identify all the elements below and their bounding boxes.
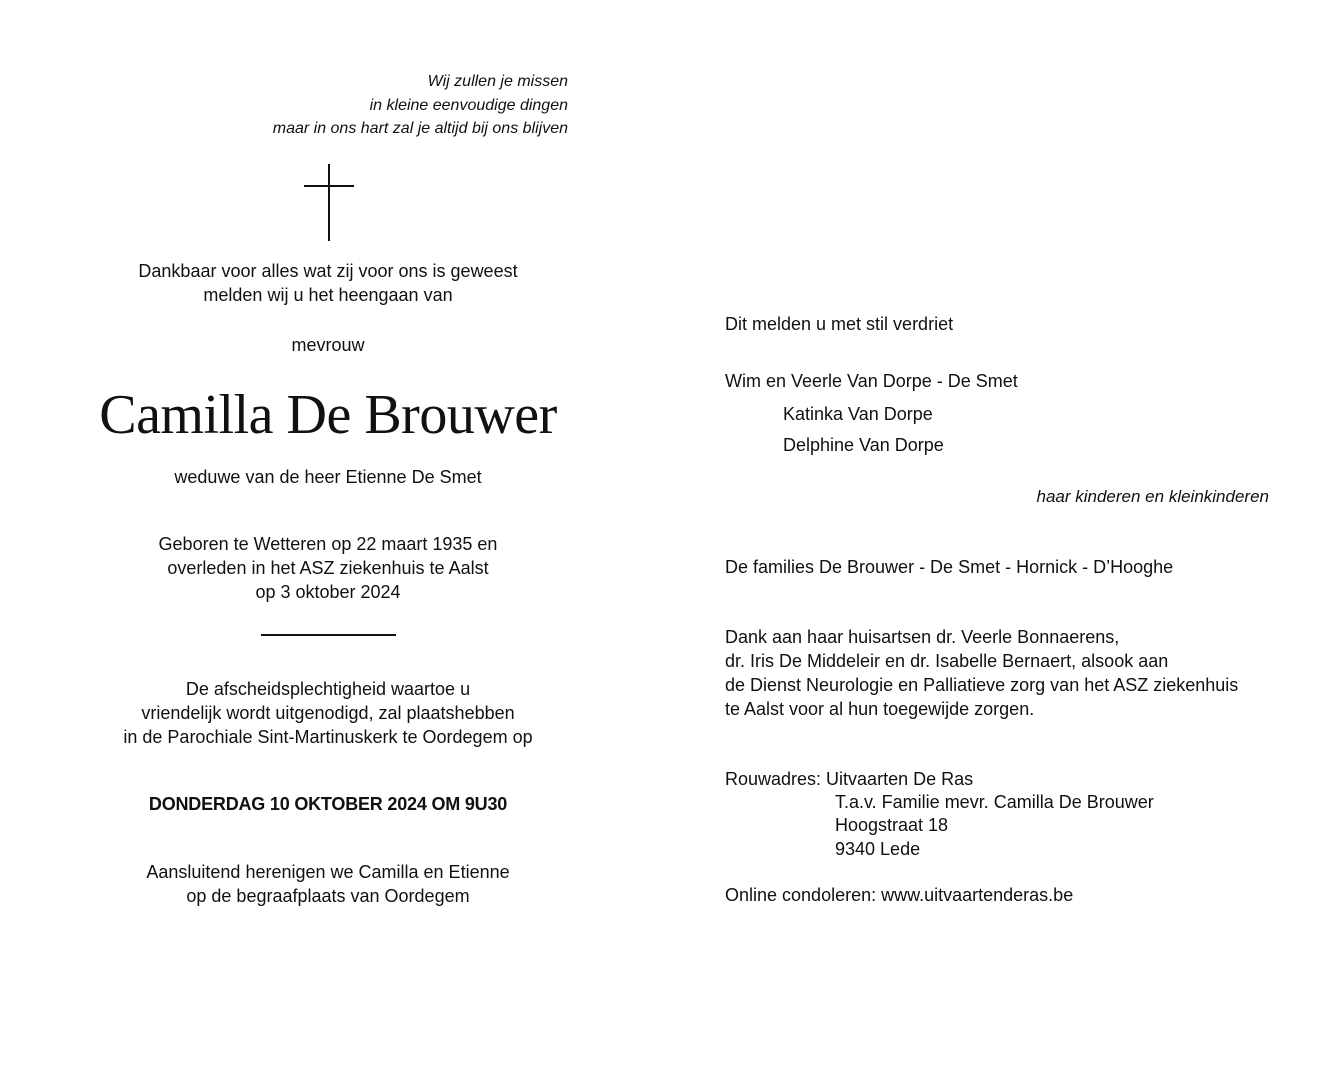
cross-icon xyxy=(304,164,354,241)
life-line: overleden in het ASZ ziekenhuis te Aalst xyxy=(167,558,489,578)
intro-line: melden wij u het heengaan van xyxy=(203,285,453,305)
widow-line: weduwe van de heer Etienne De Smet xyxy=(174,467,482,487)
address-line: Hoogstraat 18 xyxy=(835,815,949,835)
poem xyxy=(160,70,568,141)
thanks-line: Dank aan haar huisartsen dr. Veerle Bonnaerens, xyxy=(725,627,1120,647)
address-line: T.a.v. Familie mevr. Camilla De Brouwer xyxy=(835,792,1154,812)
poem-line: in kleine eenvoudige dingen xyxy=(369,96,568,114)
ceremony-line: De afscheidsplechtigheid waartoe u xyxy=(185,679,471,699)
grandchild-name: Delphine Van Dorpe xyxy=(783,435,944,455)
thanks-line: te Aalst voor al hun toegewijde zorgen. xyxy=(725,699,1035,719)
grandchild-name: Katinka Van Dorpe xyxy=(783,404,933,424)
thanks-line: de Dienst Neurologie en Palliatieve zorg van het ASZ ziekenhuis xyxy=(725,675,1239,695)
title-prefix: mevrouw xyxy=(291,335,365,355)
poem-line: maar in ons hart zal je altijd bij ons blijven xyxy=(272,120,568,137)
thanks-line: dr. Iris De Middeleir en dr. Isabelle Bernaert, alsook aan xyxy=(725,651,1169,671)
children-names: Wim en Veerle Van Dorpe - De Smet xyxy=(725,371,1018,391)
relation-label: haar kinderen en kleinkinderen xyxy=(1036,487,1269,506)
burial-line: op de begraafplaats van Oordegem xyxy=(186,886,470,906)
announce-line: Dit melden u met stil verdriet xyxy=(725,314,954,334)
poem-line: Wij zullen je missen xyxy=(427,73,568,90)
ceremony-line: vriendelijk wordt uitgenodigd, zal plaatshebben xyxy=(141,703,515,723)
ceremony-text xyxy=(60,677,596,749)
intro-text xyxy=(60,259,596,307)
life-line: op 3 oktober 2024 xyxy=(255,582,401,602)
burial-line: Aansluitend herenigen we Camilla en Etienne xyxy=(146,862,510,882)
online-condolence: Online condoleren: www.uitvaartenderas.be xyxy=(725,885,1074,905)
divider-line xyxy=(261,634,396,636)
life-dates xyxy=(60,532,596,604)
thanks-text xyxy=(725,625,1305,721)
address-line: 9340 Lede xyxy=(835,839,921,859)
intro-line: Dankbaar voor alles wat zij voor ons is geweest xyxy=(138,261,518,281)
ceremony-date: DONDERDAG 10 OKTOBER 2024 OM 9U30 xyxy=(148,794,508,814)
life-line: Geboren te Wetteren op 22 maart 1935 en xyxy=(158,534,498,554)
burial-text xyxy=(60,860,596,908)
deceased-name: Camilla De Brouwer xyxy=(99,384,557,446)
address-label: Rouwadres: Uitvaarten De Ras xyxy=(725,769,974,789)
families-line: De families De Brouwer - De Smet - Hornick - D’Hooghe xyxy=(725,557,1174,577)
ceremony-line: in de Parochiale Sint-Martinuskerk te Oordegem op xyxy=(123,727,533,747)
